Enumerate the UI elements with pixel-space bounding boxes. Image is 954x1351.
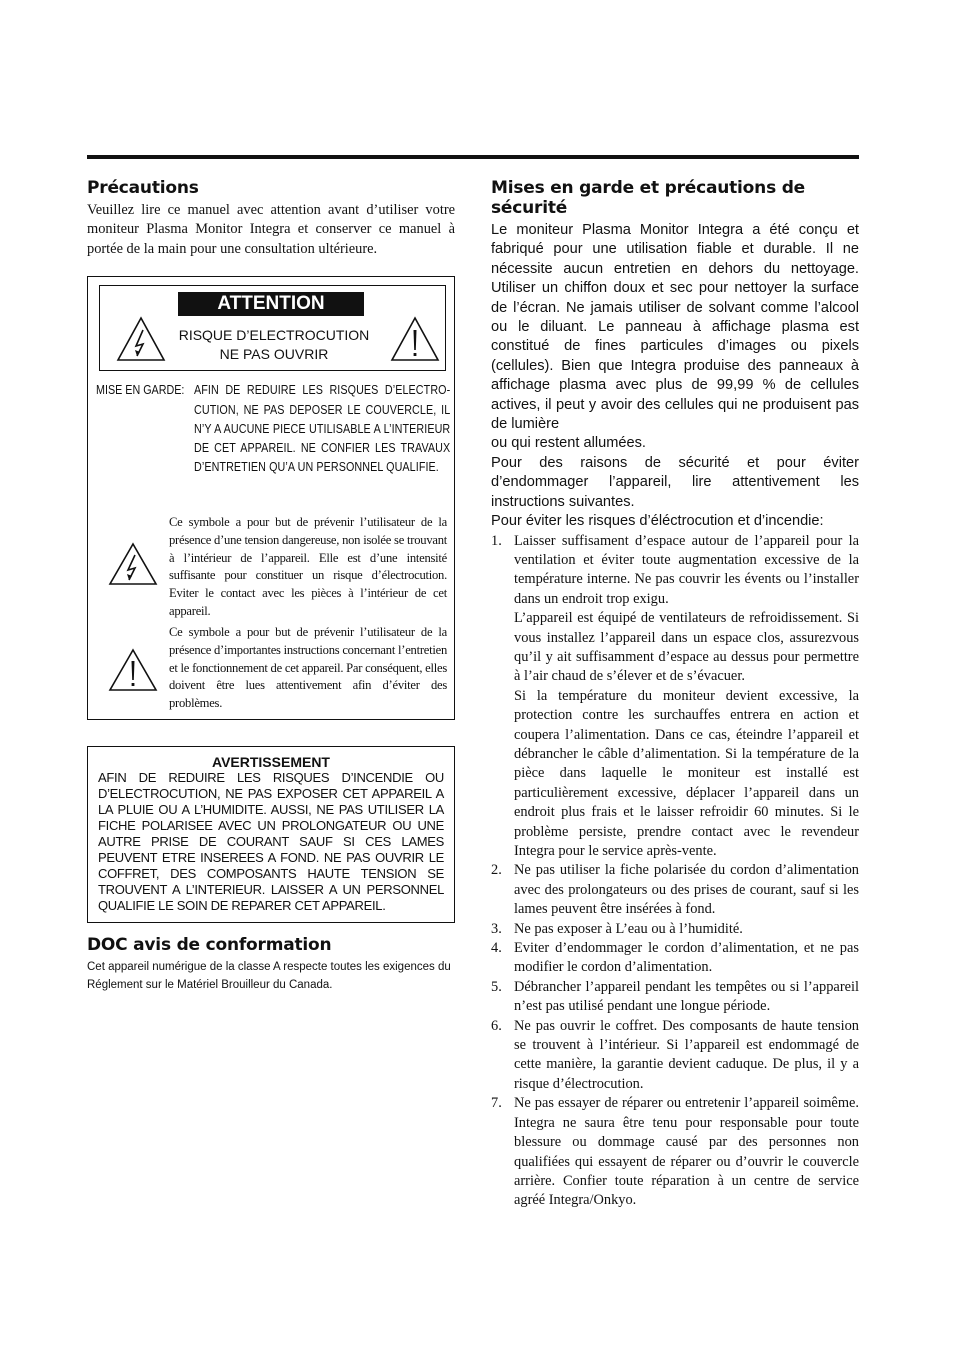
mises-heading: Mises en garde et précautions de sécurité xyxy=(491,178,806,218)
doc-text: Cet appareil numérigue de la classe A respecte toutes les exigences du Réglement sur le Matériel Brouilleur du Canada. xyxy=(87,961,451,992)
list-item: 7. Ne pas essayer de réparer ou entretenir l’appareil soimême. Integra ne saura être tenu pour responsable pour toute blessure ou dommage causé par des personnes non qualifiées qui essayent de réparer ou d’ouvrir le couvercle arrière. Confier toute réparation à un centre de service agréé Integra/Onkyo. xyxy=(491,1095,859,1209)
list-item: 6. Ne pas ouvrir le coffret. Des composants de haute tension se trouvent à l’intérieur. Si l’appareil est endommagé de cette manière, la garantie devient caduque. De plus, il y a risque d’électrocution. xyxy=(491,1017,859,1092)
doc-heading: DOC avis de conformation xyxy=(87,935,332,956)
attention-label-box xyxy=(99,285,446,371)
avertissement-box xyxy=(87,746,455,923)
exclamation-warning-icon xyxy=(390,316,440,362)
exclamation-symbol-icon xyxy=(108,648,158,692)
mise-en-garde-text: AFIN DE REDUIRE LES RISQUES D’ELECTRO-CUTION, NE PAS DEPOSER LE COUVERCLE, IL N’Y A AUCUNE PIECE UTILISABLE A L’INTERIEUR DE CET APPAREIL. NE CONFIER LES TRAVAUX D’ENTRETIEN QU’A UN PERSONNEL QUALIFIE. xyxy=(194,383,451,475)
right-column xyxy=(491,178,859,1211)
precautions-heading: Précautions xyxy=(87,178,199,198)
mises-paragraph-3: Pour éviter les risques d’éléctrocution et d’incendie: xyxy=(491,513,824,530)
list-item: 3. Ne pas exposer à L’eau ou à l’humidité. xyxy=(491,920,743,937)
attention-line-2: NE PAS OUVRIR xyxy=(219,346,329,363)
attention-line-1: RISQUE D’ELECTROCUTION xyxy=(178,327,370,344)
attention-title: ATTENTION xyxy=(178,292,364,316)
list-item: 4. Eviter d’endommager le cordon d’alimentation, et ne pas modifier le cordon d’alimentation. xyxy=(491,940,859,976)
safety-list xyxy=(491,532,859,1211)
lightning-symbol-text: Ce symbole a pour but de prévenir l’utilisateur de la présence d’une tension dangereuse, non isolée se trouvant à l’intérieur de l’appareil. Elle est d’une intensité suffisante pour constituer un risque d’électrocution. Eviter le contact avec les pièces à l’intérieur de cet appareil. xyxy=(169,515,447,618)
mises-paragraph-1b: ou qui restent allumées. xyxy=(491,435,646,452)
top-rule xyxy=(87,155,859,159)
lightning-symbol-icon xyxy=(108,542,158,586)
avertissement-text: AFIN DE REDUIRE LES RISQUES D’INCENDIE OU D’ELECTROCUTION, NE PAS EXPOSER CET APPAREIL A LA PLUIE OU A L’HUMIDITE. AUSSI, NE PAS UTILISER LA FICHE POLARISEE AVEC UN PROLONGATEUR OU UNE AUTRE PRISE DE COURANT SAUF SI CES LAMES PEUVENT ETRE INSEREES A FOND. NE PAS OUVRIR LE COFFRET, DES COMPOSANTS HAUTE TENSION SE TROUVENT A L’INTERIEUR. LAISSER A UN PERSONNEL QUALIFIE LE SOIN DE REPARER CET APPAREIL. xyxy=(98,770,444,914)
exclamation-symbol-text: Ce symbole a pour but de prévenir l’utilisateur de la présence d’importantes instructions concernant l’entretien et le fonctionnement de cet appareil. Par conséquent, elles doivent être lues attentivement afin d’éviter des problèmes. xyxy=(169,625,447,711)
mise-en-garde-label: MISE EN GARDE: xyxy=(96,383,185,398)
left-column xyxy=(87,178,455,994)
mises-paragraph-1: Le moniteur Plasma Monitor Integra a été conçu et fabriqué pour une utilisation fiable et durable. Il ne nécessite aucun entretien en dehors du nettoyage. Utiliser un chiffon doux et sec pour nettoyer la surface de l’écran. Ne jamais utiliser de solvant comme l’alcool ou le diluant. Le panneau à affichage plasma est constitué de fines particules d’images ou pixels (cellules). Bien que Integra produise des panneaux à affichage plasma avec plus de 99,99 % de cellules actives, il peut y avoir des cellules qui ne produisent pas de lumière xyxy=(491,222,859,433)
lightning-warning-icon xyxy=(116,316,166,362)
attention-box xyxy=(87,276,455,720)
mises-paragraph-2: Pour des raisons de sécurité et pour éviter d’endommager l’appareil, lire attentivement les instructions suivantes. xyxy=(491,454,859,510)
avertissement-title: AVERTISSEMENT xyxy=(212,754,330,771)
list-item: 1. Laisser suffisament d’espace autour de l’appareil pour la ventilation et éviter toute augmentation excessive de la température interne. Ne pas couvrir les évents ou l’installer dans un endroit trop exigu. L’appareil est équipé de ventilateurs de refroidissement. Si vous installez l’appareil dans un espace clos, assurezvous qu’il y ait suffisamment d’espace au dessus pour permettre à l’air chaud de s’élever et de s’évacuer. Si la température du moniteur devient excessive, la protection contre les surchauffes entrera en action et coupera l’alimentation. Dans ce cas, éteindre l’appareil et débrancher le câble d’alimentation. Si la température de la pièce dans laquelle le moniteur est installé est particulièrement excessive, déplacer l’appareil dans un endroit plus frais et le laisser refroidir 60 minutes. Si le problème persiste, prendre contact avec le revendeur Integra pour le service après-vente. xyxy=(491,532,859,859)
list-item: 5. Débrancher l’appareil pendant les tempêtes ou si l’appareil n’est pas utilisé pendant une longue période. xyxy=(491,978,859,1015)
precautions-intro: Veuillez lire ce manuel avec attention avant d’utiliser votre moniteur Plasma Monitor Integra et conserver ce manuel à portée de la main pour une consultation ultérieure. xyxy=(87,202,455,257)
attention-message xyxy=(164,326,384,364)
list-item: 2. Ne pas utiliser la fiche polarisée du cordon d’alimentation avec des prolongateurs ou des prises de courant, sauf si les lames peuvent être insérées à fond. xyxy=(491,862,859,918)
